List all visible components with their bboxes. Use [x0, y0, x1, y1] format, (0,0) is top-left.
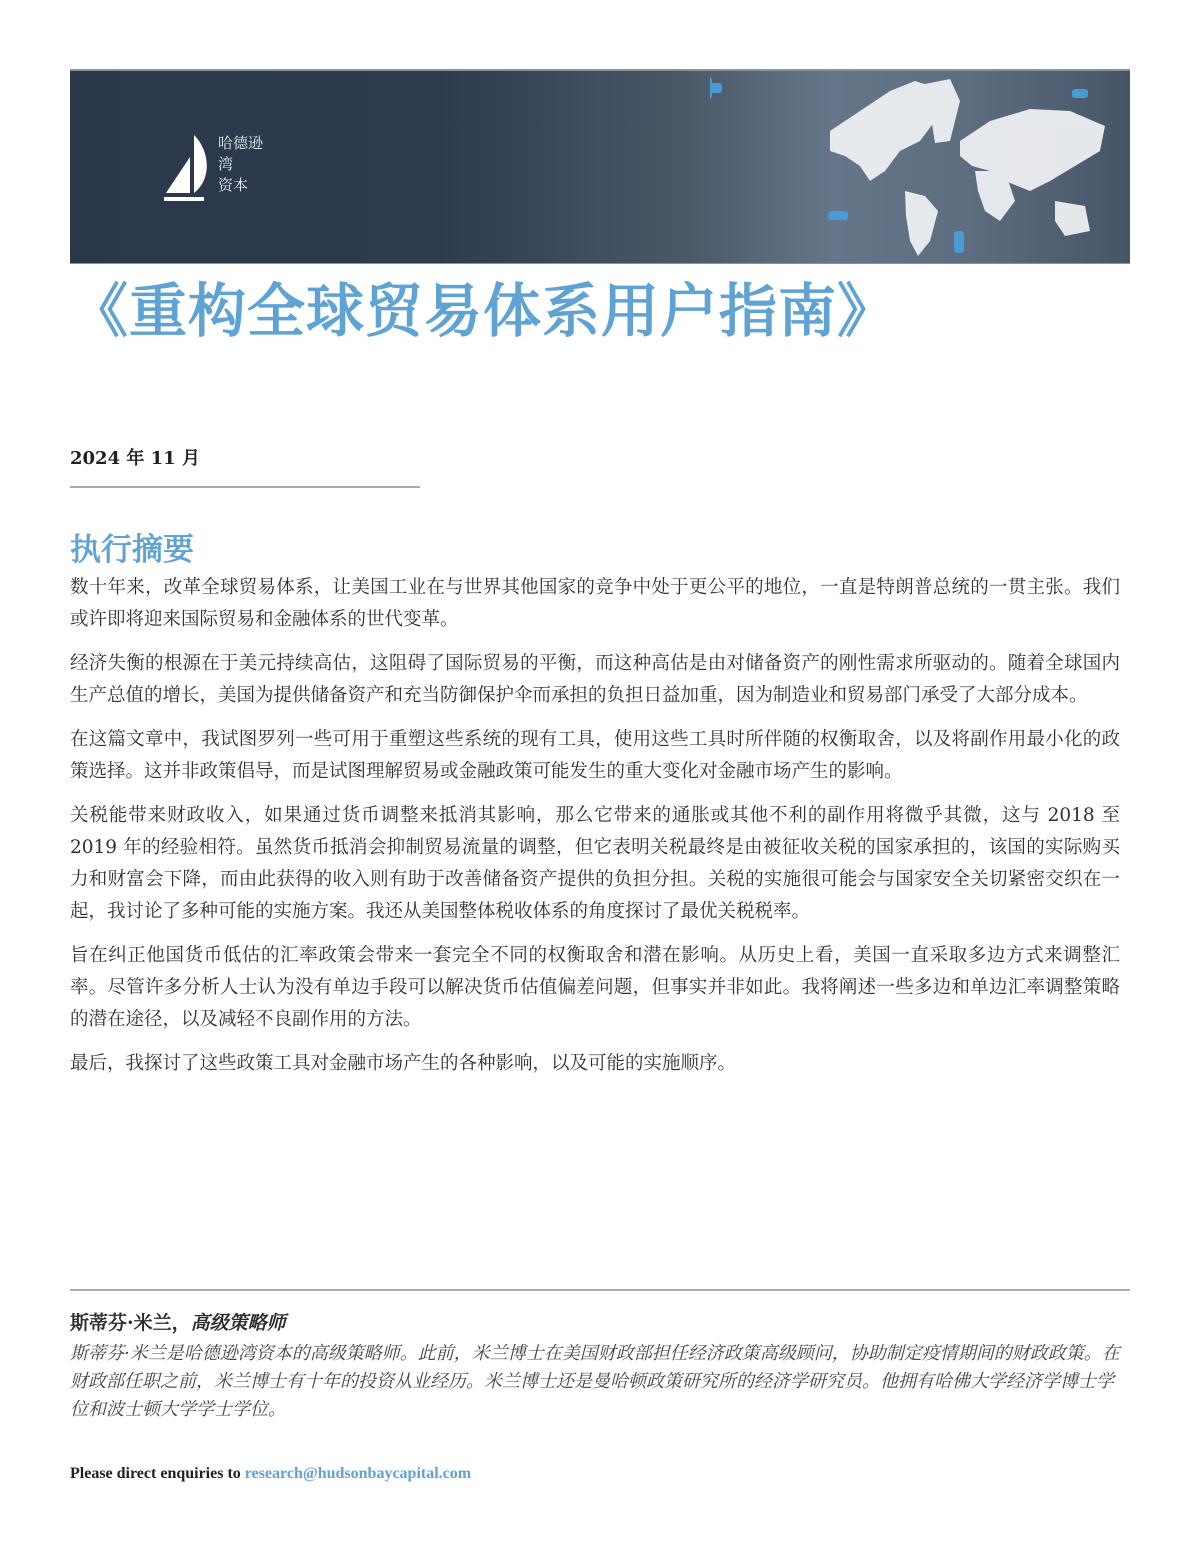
divider	[70, 1289, 1130, 1291]
logo-line-1: 哈德逊	[218, 134, 264, 152]
contact-line	[70, 1465, 471, 1483]
divider	[70, 486, 420, 488]
paragraph: 数十年来，改革全球贸易体系，让美国工业在与世界其他国家的竞争中处于更公平的地位，一直是特朗普总统的一贯主张。我们或许即将迎来国际贸易和金融体系的世代变革。	[70, 577, 1120, 630]
author-role: 高级策略师	[190, 1312, 286, 1334]
company-logo-text	[218, 133, 263, 196]
paragraph: 经济失衡的根源在于美元持续高估，这阻碍了国际贸易的平衡，而这种高估是由对储备资产的刚性需求所驱动的。随着全球国内生产总值的增长，美国为提供储备资产和充当防御保护伞而承担的负担日益加重，因为制造业和贸易部门承受了大部分成本。	[70, 653, 1120, 706]
section-heading: 执行摘要	[70, 532, 194, 568]
paragraph: 最后，我探讨了这些政策工具对金融市场产生的各种影响，以及可能的实施顺序。	[70, 1053, 737, 1074]
paragraph: 在这篇文章中，我试图罗列一些可用于重塑这些系统的现有工具，使用这些工具时所伴随的权衡取舍，以及将副作用最小化的政策选择。这并非政策倡导，而是试图理解贸易或金融政策可能发生的重大变化对金融市场产生的影响。	[70, 729, 1120, 782]
contact-prefix: Please direct enquiries to	[70, 1465, 245, 1482]
executive-summary	[70, 572, 1120, 1092]
logo-line-2: 湾	[218, 155, 234, 173]
publication-date: 2024 年 11 月	[70, 448, 200, 469]
document-title: 《重构全球贸易体系用户指南》	[70, 277, 897, 345]
paragraph: 旨在纠正他国货币低估的汇率政策会带来一套完全不同的权衡取舍和潜在影响。从历史上看，美国一直采取多边方式来调整汇率。尽管许多分析人士认为没有单边手段可以解决货币估值偏差问题，但事实并非如此。我将阐述一些多边和单边汇率调整策略的潜在途径，以及减轻不良副作用的方法。	[70, 945, 1120, 1030]
author-name: 斯蒂芬·米兰，	[70, 1312, 191, 1334]
author-bio: 斯蒂芬·米兰是哈德逊湾资本的高级策略师。此前，米兰博士在美国财政部担任经济政策高级顾问，协助制定疫情期间的财政政策。在财政部任职之前，米兰博士有十年的投资从业经历。米兰博士还是曼哈顿政策研究所的经济学研究员。他拥有哈佛大学经济学博士学位和波士顿大学学士学位。	[70, 1343, 1120, 1420]
contact-email-link[interactable]: research@hudsonbaycapital.com	[244, 1465, 472, 1482]
paragraph: 关税能带来财政收入，如果通过货币调整来抵消其影响，那么它带来的通胀或其他不利的副作用将微乎其微，这与 2018 至 2019 年的经验相符。虽然货币抵消会抑制贸易流量的调整，但它表明关税最终是由被征收关税的国家承担的，该国的实际购买力和财富会下降，而由此获得的收入则有助于改善储备资产提供的负担分担。关税的实施很可能会与国家安全关切紧密交织在一起，我讨论了多种可能的实施方案。我还从美国整体税收体系的角度探讨了最优关税税率。	[70, 805, 1120, 922]
logo-line-3: 资本	[218, 176, 249, 194]
author-line	[70, 1308, 286, 1335]
world-map-puzzle-image	[710, 71, 1130, 263]
header-banner	[70, 69, 1130, 264]
